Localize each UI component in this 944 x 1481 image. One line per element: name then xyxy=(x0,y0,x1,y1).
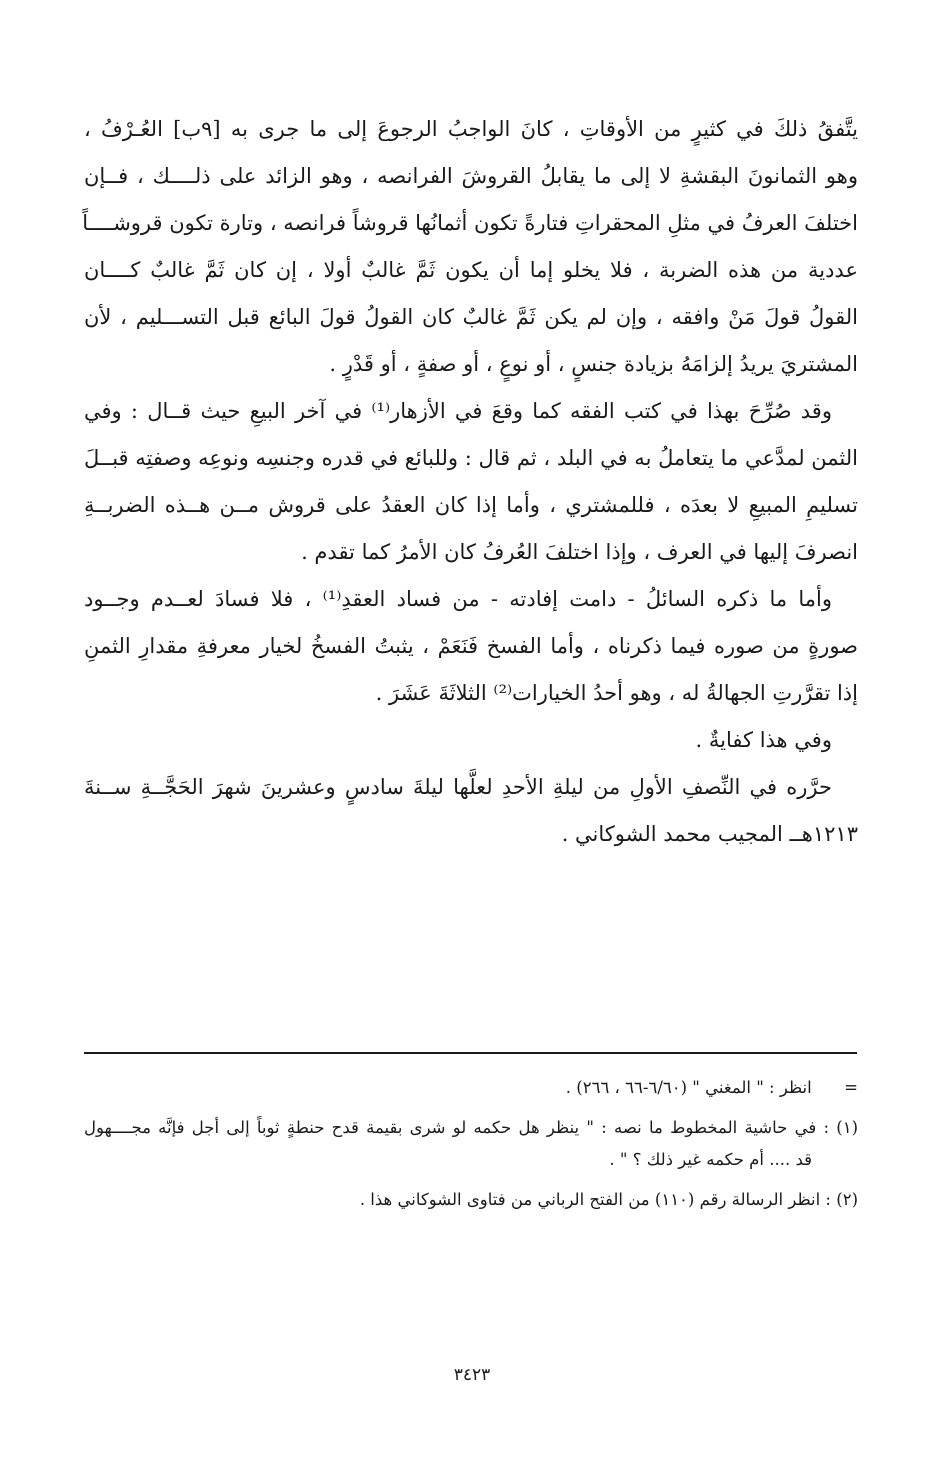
footnote-divider xyxy=(84,1052,857,1054)
footnote-1: (١) : في حاشية المخطوط ما نصه : " ينظر هل حكمه لو شرى بقيمة قدح حنطةٍ ثوباً إلى أجل فإنَّه مجــــهول xyxy=(84,1118,858,1137)
text-line: اختلفَ العرفُ في مثلِ المحقراتِ فتارةً تكون أثمانُها قروشاً فرانصه ، وتارة تكون قروشــــاً xyxy=(82,211,858,235)
text-line: يتَّفقُ ذلكَ في كثيرٍ من الأوقاتِ ، كانَ الواجبُ الرجوعَ إلى ما جرى به [٩ب] العُـرْفُ ، xyxy=(84,117,858,141)
page-number: ٣٤٢٣ xyxy=(453,1365,491,1385)
text-line: حرَّره في النِّصفِ الأولِ من ليلةِ الأحدِ لعلَّها ليلةَ سادسٍ وعشرينَ شهرَ الحَجَّــةِ ســنةَ xyxy=(84,775,832,799)
text-line: إذا تقرَّرتِ الجهالةُ له ، وهو أحدُ الخيارات⁽²⁾ الثلاثَةَ عَشَرَ . xyxy=(375,681,858,705)
text-line: المشتريَ يريدُ إلزامَهُ بزيادة جنسٍ ، أو نوعٍ ، أو صفةٍ ، أو قَدْرٍ . xyxy=(329,352,858,376)
text-line: وفي هذا كفايةٌ . xyxy=(695,728,832,752)
text-line: انصرفَ إليها في العرف ، وإذا اختلفَ العُرفُ كان الأمرُ كما تقدم . xyxy=(301,540,858,564)
text-line: القولُ قولَ مَنْ وافقه ، وإن لم يكن ثَمَّ غالبٌ كان القولُ قولَ البائع قبل التســـليم ، لأن xyxy=(84,305,858,329)
footnote-2: (٢) : انظر الرسالة رقم (١١٠) من الفتح الرباني من فتاوى الشوكاني هذا . xyxy=(359,1190,858,1209)
main-text xyxy=(84,106,858,858)
footnotes xyxy=(84,1072,858,1216)
continuation-text: انظر : " المغني " (٦/٦٠-٦٦ ، ٢٦٦) . xyxy=(565,1078,812,1097)
text-line: صورةٍ من صوره فيما ذكرناه ، وأما الفسخ فَنَعَمْ ، يثبتُ الفسخُ لخيار معرفةِ مقدارِ الثمنِ xyxy=(84,634,858,658)
text-line: تسليمِ المبيعِ لا بعدَه ، فللمشتري ، وأما إذا كان العقدُ على قروش مــن هــذه الضربــةِ xyxy=(84,493,858,517)
continuation-marker: = xyxy=(844,1078,858,1097)
footnote-1-continued: قد .... أم حكمه غير ذلك ؟ " . xyxy=(609,1150,812,1169)
text-line: ١٢١٣هــ المجيب محمد الشوكاني . xyxy=(561,822,858,846)
text-line: الثمن لمدَّعي ما يتعاملُ به في البلد ، ثم قال : وللبائع في قدره وجنسِه ونوعِه وصفتِه قبــلَ xyxy=(84,446,858,470)
text-line: وهو الثمانونَ البقشةِ لا إلى ما يقابلُ القروشَ الفرانصه ، وهو الزائد على ذلــــك ، فــإن xyxy=(84,164,858,188)
text-line: وأما ما ذكره السائلُ - دامت إفادته - من فساد العقدِ⁽¹⁾ ، فلا فسادَ لعــدم وجــود xyxy=(84,587,832,611)
text-line: عددية من هذه الضربة ، فلا يخلو إما أن يكون ثَمَّ غالبٌ أولا ، إن كان ثَمَّ غالبٌ كــــان xyxy=(84,258,858,282)
text-line: وقد صُرِّحَ بهذا في كتب الفقه كما وقعَ في الأزهار⁽¹⁾ في آخر البيعِ حيث قــال : وفي xyxy=(84,399,832,423)
footnote-continuation xyxy=(84,1072,858,1104)
